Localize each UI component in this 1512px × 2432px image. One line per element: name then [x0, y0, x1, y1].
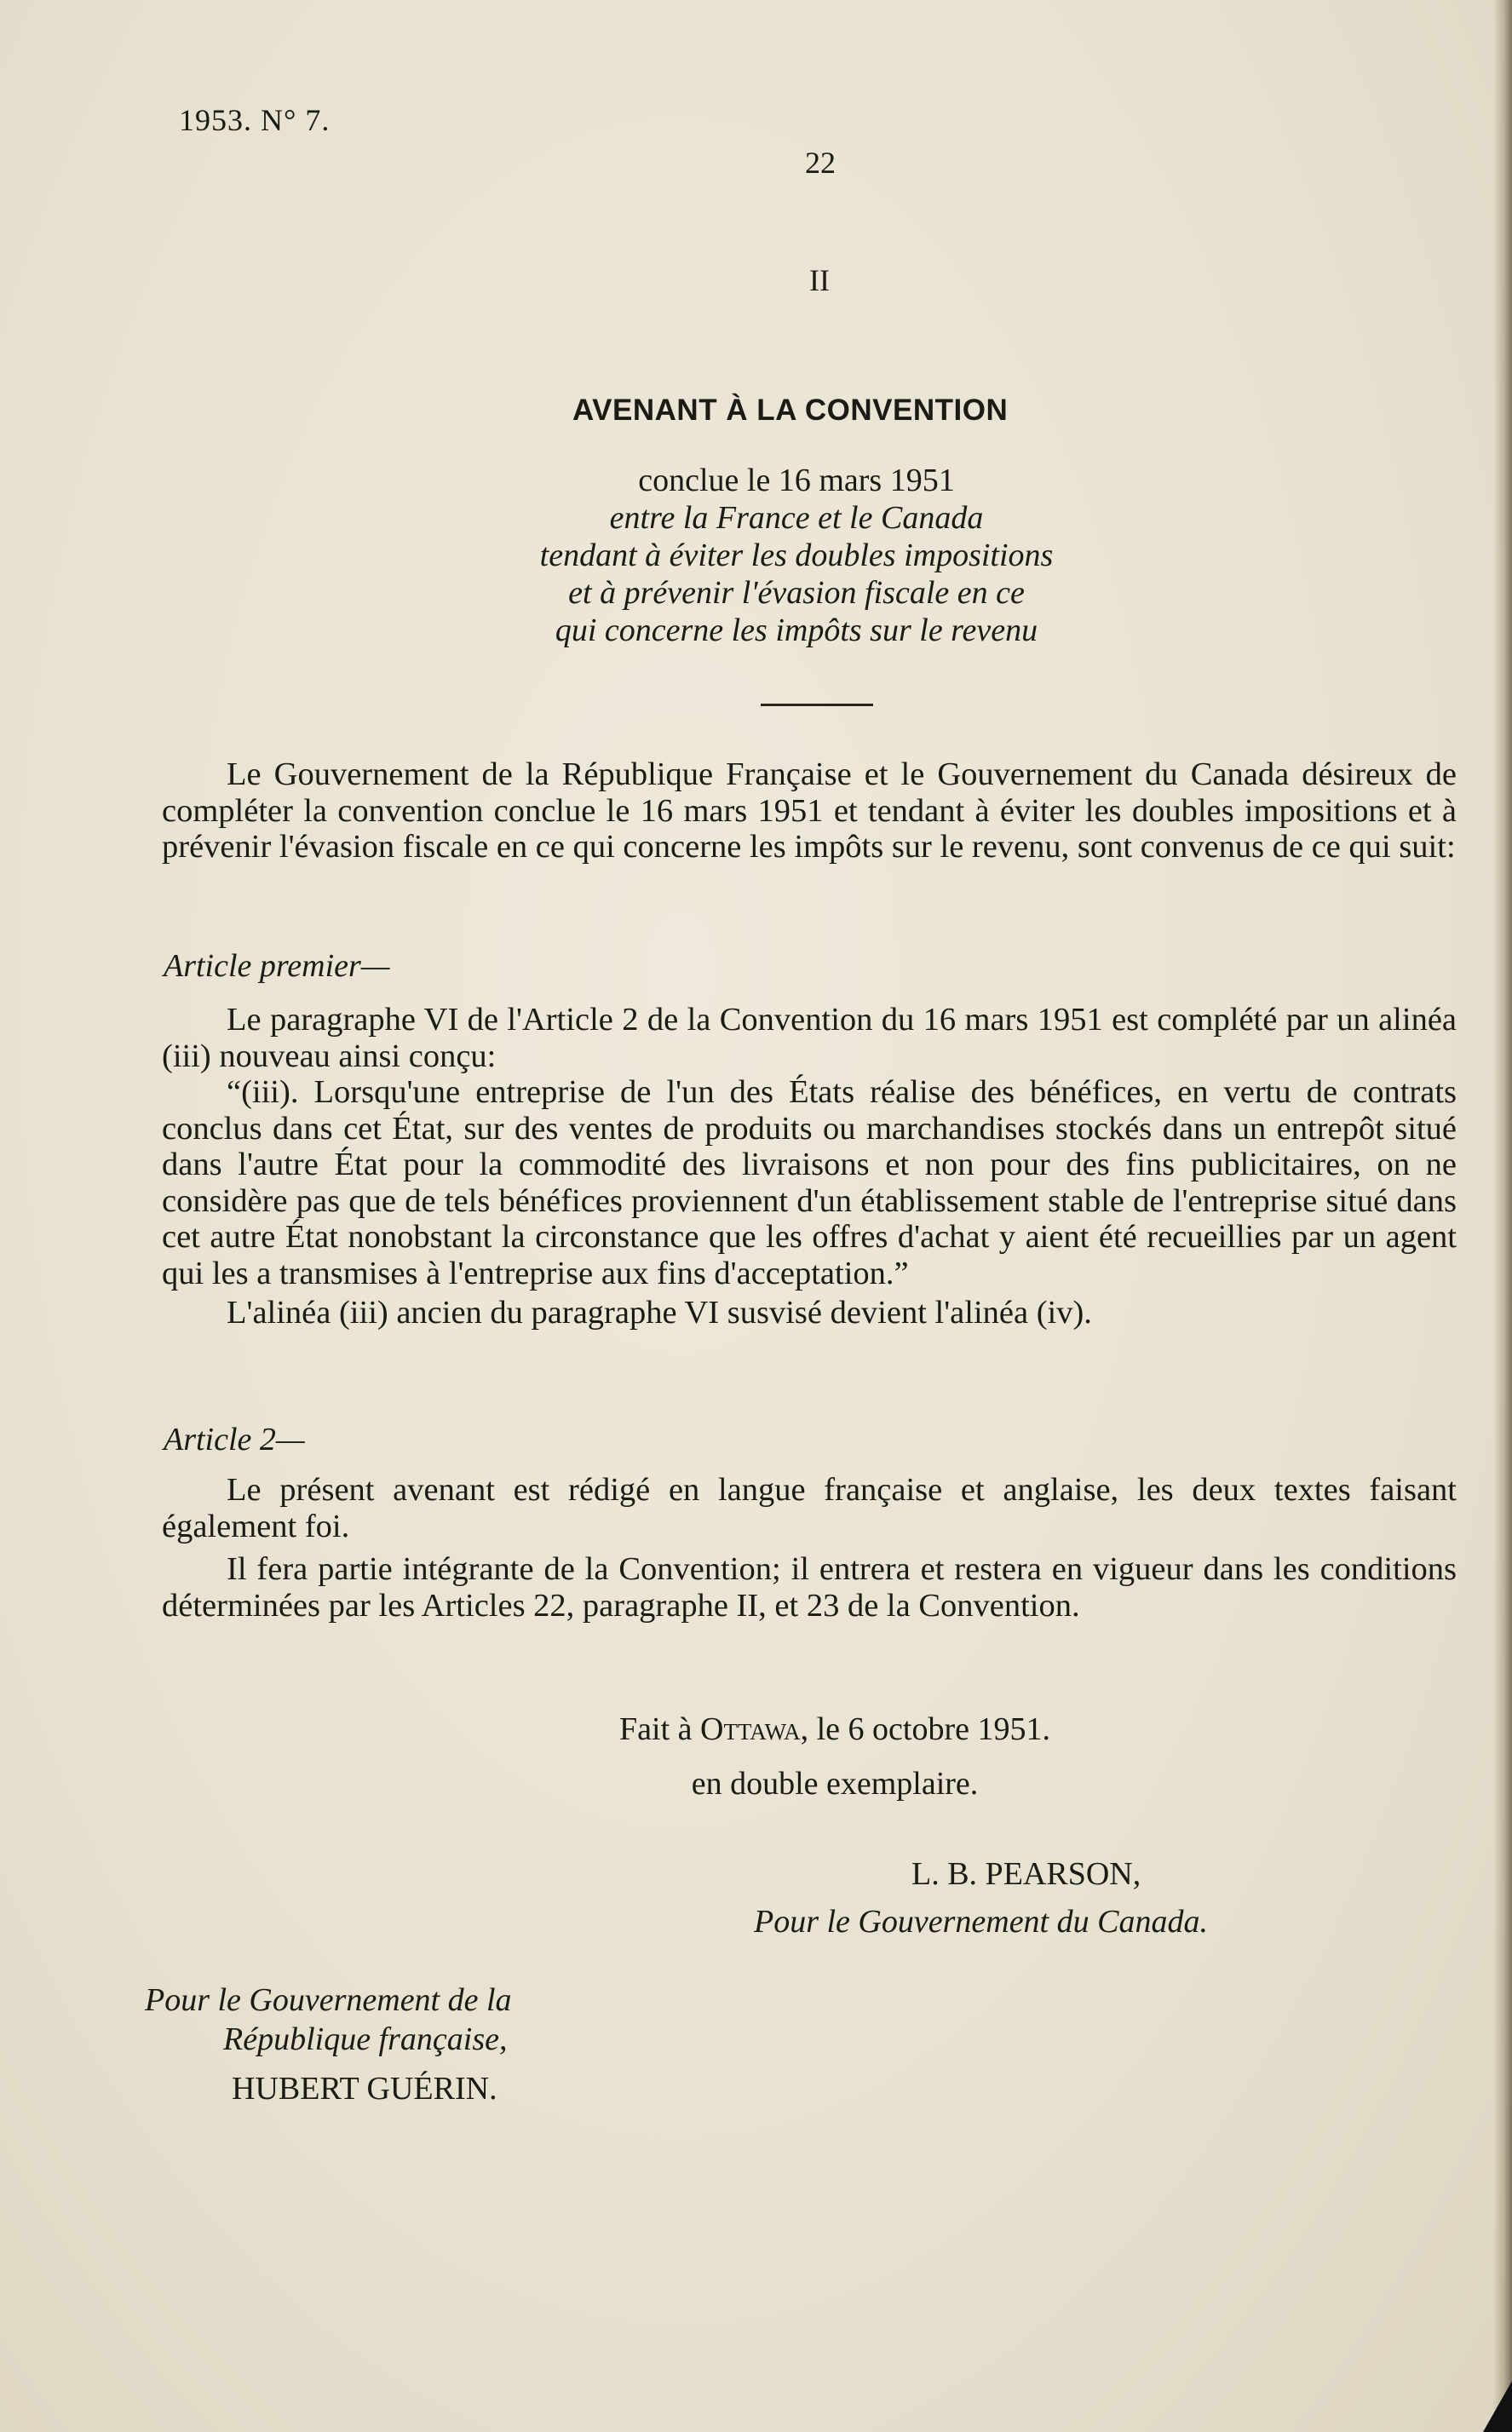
page-binding-edge: [1493, 0, 1512, 2432]
subtitle-line: tendant à éviter les doubles impositions: [539, 538, 1054, 573]
article-1-heading: Article premier—: [164, 948, 390, 984]
subtitle-line: conclue le 16 mars 1951: [638, 463, 955, 498]
signing-date: , le 6 octobre 1951.: [800, 1711, 1050, 1747]
article-2-paragraph: Le présent avenant est rédigé en langue française et anglaise, les deux textes faisant également foi.: [162, 1472, 1457, 1544]
article-1-paragraph: Le paragraphe VI de l'Article 2 de la Convention du 16 mars 1951 est complété par un alinéa (iii) nouveau ainsi conçu:: [162, 1002, 1457, 1074]
section-numeral: II: [809, 263, 830, 297]
france-signatory-organization: Pour le Gouvernement de la: [145, 1982, 512, 2018]
france-signature-block: [145, 1981, 741, 2108]
article-2-body: [162, 1472, 1457, 1624]
subtitle-line: entre la France et le Canada: [609, 500, 984, 536]
series-reference: 1953. N° 7.: [179, 103, 331, 137]
copies-line: en double exemplaire.: [691, 1766, 979, 1802]
article-2-heading: Article 2—: [164, 1422, 305, 1457]
title-divider: [761, 704, 873, 706]
article-2-paragraph: Il fera partie intégrante de la Convention; il entrera et restera en vigueur dans les conditions déterminées par les Articles 22, paragraphe II, et 23 de la Convention.: [162, 1551, 1457, 1624]
document-title: AVENANT À LA CONVENTION: [572, 394, 1009, 427]
subtitle-line: et à prévenir l'évasion fiscale en ce: [568, 575, 1025, 611]
subtitle-line: qui concerne les impôts sur le revenu: [555, 612, 1038, 648]
page-number: 22: [805, 146, 836, 180]
place-and-date: [409, 1702, 1261, 1811]
france-signatory-name: HUBERT GUÉRIN.: [232, 2071, 497, 2107]
fait-a-label: Fait à: [619, 1711, 693, 1747]
signing-city: Ottawa: [700, 1711, 801, 1747]
place-date-line: [409, 1702, 1261, 1756]
preamble-paragraph: Le Gouvernement de la République Française et le Gouvernement du Canada désireux de compléter la convention conclue le 16 mars 1951 et tendant à éviter les doubles impositions et à prévenir l'évasion fiscale en ce qui concerne les impôts sur le revenu, sont convenus de ce qui suit:: [162, 756, 1457, 865]
article-1-body: [162, 1002, 1457, 1331]
canada-signature-block: [754, 1850, 1350, 1946]
document-subtitle: [392, 462, 1201, 649]
canada-signatory-name: L. B. PEARSON,: [911, 1856, 1141, 1892]
page-corner-mark: [1483, 2381, 1512, 2432]
france-signatory-organization: République française,: [223, 2021, 508, 2057]
canada-signatory-organization: Pour le Gouvernement du Canada.: [754, 1904, 1208, 1940]
article-1-paragraph: L'alinéa (iii) ancien du paragraphe VI susvisé devient l'alinéa (iv).: [227, 1295, 1092, 1331]
preamble: [162, 756, 1457, 865]
article-1-quoted-clause: “(iii). Lorsqu'une entreprise de l'un des États réalise des bénéfices, en vertu de contrats conclus dans cet État, sur des ventes de produits ou marchandises stockés dans un entrepôt situé dans l'autre État pour la commodité des livraisons et non pour des fins publicitaires, on ne considère pas que de tels bénéfices proviennent d'un établissement stable de l'entreprise situé dans cet autre État nonobstant la circonstance que les offres d'achat y aient été recueillies par un agent qui les a transmises à l'entreprise aux fins d'acceptation.”: [162, 1074, 1457, 1291]
